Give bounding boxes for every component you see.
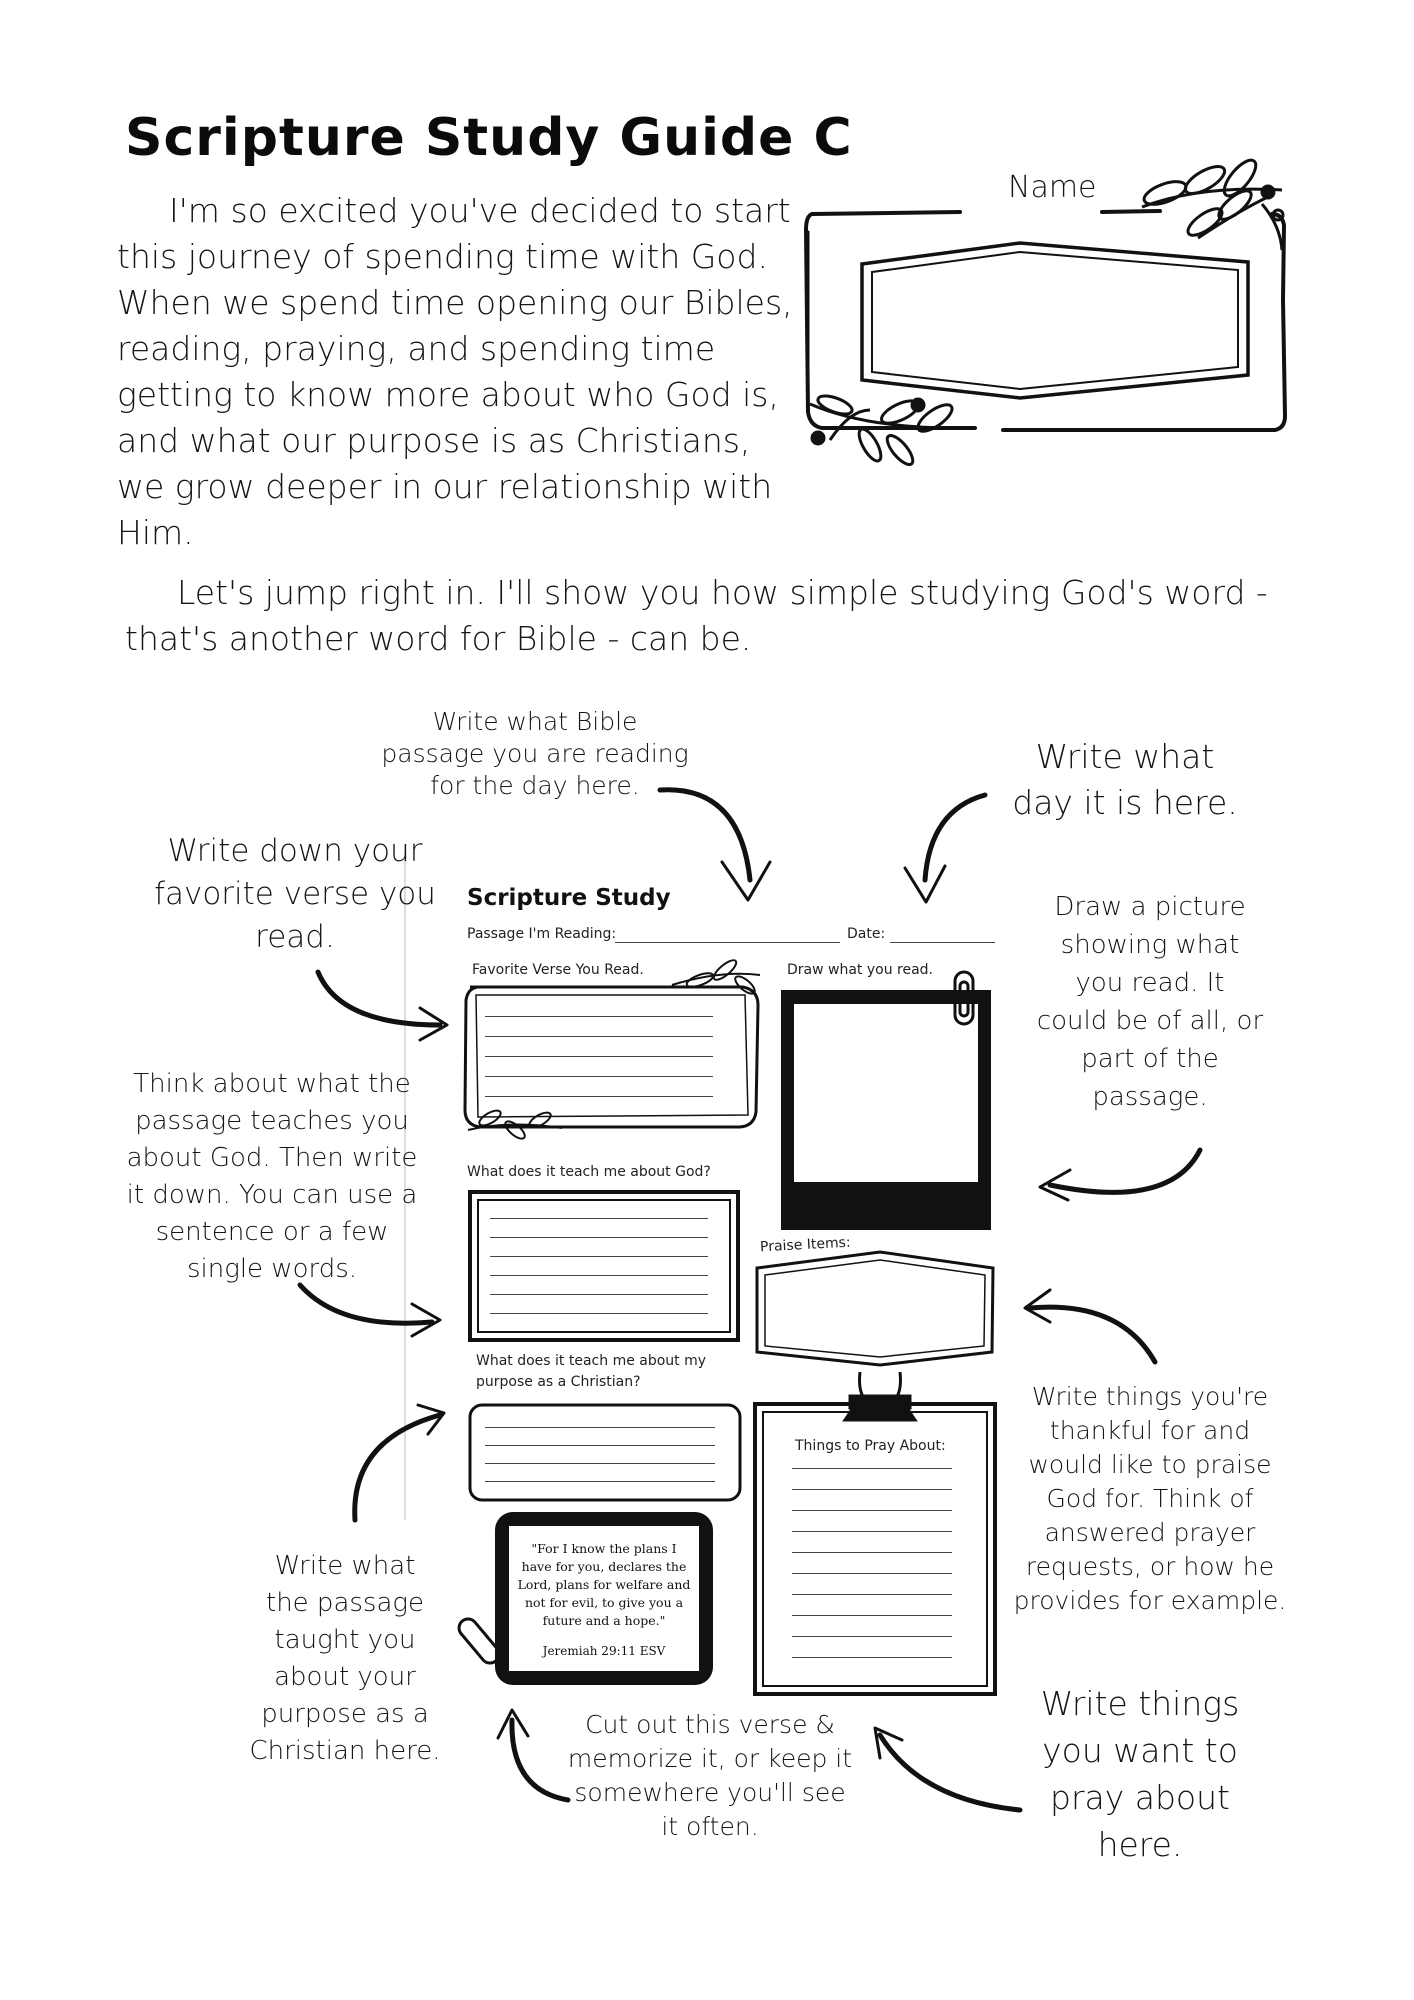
annotation-passage: [370, 706, 700, 802]
writing-line: [792, 1636, 952, 1637]
annotation-line: Write things you're: [1031, 1382, 1269, 1411]
date-label: Date:: [847, 926, 886, 942]
annotation-line: read.: [255, 919, 335, 955]
writing-line: [485, 1056, 713, 1057]
purpose-box: [470, 1405, 740, 1500]
annotation-line: God for. Think of: [1046, 1484, 1254, 1513]
annotation-pray: [1020, 1680, 1260, 1868]
verse-reference: Jeremiah 29:11 ESV: [542, 1644, 666, 1658]
annotation-line: about God. Then write: [126, 1143, 418, 1173]
annotation-line: Write what: [274, 1551, 416, 1581]
writing-line: [485, 1036, 713, 1037]
annotation-line: Write what: [1035, 737, 1215, 776]
passage-label: Passage I'm Reading:: [467, 926, 617, 942]
annotation-line: passage.: [1092, 1082, 1208, 1112]
annotation-line: purpose as a: [261, 1699, 429, 1729]
writing-line: [792, 1552, 952, 1553]
writing-line: [792, 1657, 952, 1658]
annotation-line: it often.: [661, 1812, 759, 1841]
annotation-line: about your: [274, 1662, 416, 1692]
favorite-verse-label: Favorite Verse You Read.: [472, 962, 644, 978]
writing-line: [490, 1218, 708, 1219]
annotation-line: Christian here.: [249, 1736, 441, 1766]
annotation-line: Cut out this verse &: [585, 1710, 835, 1739]
draw-label: Draw what you read.: [787, 962, 934, 978]
writing-line: [792, 1594, 952, 1595]
pray-label: Things to Pray About:: [795, 1438, 946, 1454]
annotation-line: Write down your: [167, 833, 423, 869]
annotation-line: would like to praise: [1028, 1450, 1272, 1479]
annotation-line: part of the: [1081, 1044, 1219, 1074]
leaf-sprig-icon: [810, 392, 972, 468]
writing-line: [490, 1275, 708, 1276]
writing-line: [792, 1489, 952, 1490]
annotation-line: it down. You can use a: [126, 1180, 418, 1210]
annotation-line: sentence or a few: [155, 1217, 389, 1247]
annotation-draw: [1020, 888, 1280, 1116]
writing-line: [792, 1573, 952, 1574]
verse-card: [495, 1512, 713, 1685]
leaf-sprig-icon: [468, 957, 760, 1141]
annotation-line: Write things: [1040, 1684, 1240, 1723]
annotation-line: passage teaches you: [135, 1106, 409, 1136]
writing-line: [485, 1016, 713, 1017]
annotation-line: Draw a picture: [1054, 892, 1246, 922]
name-label: Name: [1008, 170, 1097, 205]
intro-text: I'm so excited you've decided to start this journey of spending time with God. When we spend time opening our Bibles, reading, praying, and spending time getting to know more about who God is, and what our purpose is as Christians, we grow deeper in our relationship with Him.: [117, 191, 793, 552]
writing-line: [485, 1427, 715, 1428]
annotation-line: somewhere you'll see: [574, 1778, 846, 1807]
annotation-line: Think about what the: [133, 1069, 411, 1099]
about-god-label: What does it teach me about God?: [467, 1164, 711, 1180]
praise-label: Praise Items:: [759, 1234, 852, 1256]
annotation-line: could be of all, or: [1036, 1006, 1264, 1036]
draw-picture-frame: [781, 990, 991, 1230]
date-line: [890, 942, 995, 943]
writing-line: [485, 1481, 715, 1482]
annotation-line: passage you are reading: [381, 739, 689, 768]
intro-paragraph: [117, 188, 807, 556]
praise-box: [757, 1252, 993, 1365]
page-title: Scripture Study Guide C: [125, 108, 853, 168]
writing-line: [792, 1510, 952, 1511]
annotation-memorize: [565, 1708, 855, 1844]
passage-line: [615, 942, 840, 943]
purpose-label-1: What does it teach me about my: [476, 1353, 707, 1369]
writing-line: [792, 1531, 952, 1532]
favorite-verse-box: [465, 987, 758, 1127]
leaf-sprig-icon: [1141, 155, 1283, 250]
annotation-line: pray about: [1050, 1778, 1230, 1817]
annotation-line: Write what Bible: [432, 707, 638, 736]
annotation-line: answered prayer: [1044, 1518, 1256, 1547]
annotation-purpose: [240, 1548, 450, 1770]
writing-line: [490, 1313, 708, 1314]
annotation-line: single words.: [186, 1254, 358, 1284]
writing-line: [490, 1256, 708, 1257]
annotation-about-god: [122, 1066, 422, 1288]
name-frame: [806, 211, 1285, 430]
annotation-line: you want to: [1042, 1731, 1238, 1770]
writing-line: [485, 1096, 713, 1097]
annotation-line: provides for example.: [1013, 1586, 1287, 1615]
annotation-line: requests, or how he: [1025, 1552, 1275, 1581]
writing-line: [485, 1463, 715, 1464]
annotation-line: for the day here.: [430, 771, 640, 800]
annotation-line: day it is here.: [1012, 783, 1238, 822]
annotation-line: memorize it, or keep it: [567, 1744, 853, 1773]
annotation-line: showing what: [1060, 930, 1240, 960]
writing-line: [485, 1076, 713, 1077]
annotation-praise: [1010, 1380, 1290, 1618]
annotation-line: thankful for and: [1049, 1416, 1251, 1445]
writing-line: [792, 1615, 952, 1616]
worksheet-title: Scripture Study: [467, 885, 671, 911]
annotation-line: you read. It: [1075, 968, 1225, 998]
annotation-line: the passage: [266, 1588, 424, 1618]
writing-line: [485, 1445, 715, 1446]
writing-line: [490, 1294, 708, 1295]
annotation-line: favorite verse you: [154, 876, 436, 912]
annotation-line: taught you: [274, 1625, 416, 1655]
annotation-day: [985, 734, 1265, 826]
writing-line: [490, 1237, 708, 1238]
writing-line: [792, 1468, 952, 1469]
intro-paragraph-2: Let's jump right in. I'll show you how simple studying God's word - that's another word for Bible - can be.: [125, 573, 1268, 658]
verse-card-inner: [509, 1526, 699, 1671]
annotation-line: here.: [1097, 1825, 1183, 1864]
about-god-box: [470, 1192, 738, 1340]
purpose-label-2: purpose as a Christian?: [476, 1374, 641, 1390]
verse-text: "For I know the plans I have for you, declares the Lord, plans for welfare and not for evil, to give you a future and a hope.": [517, 1541, 691, 1628]
annotation-favorite: [140, 830, 450, 959]
